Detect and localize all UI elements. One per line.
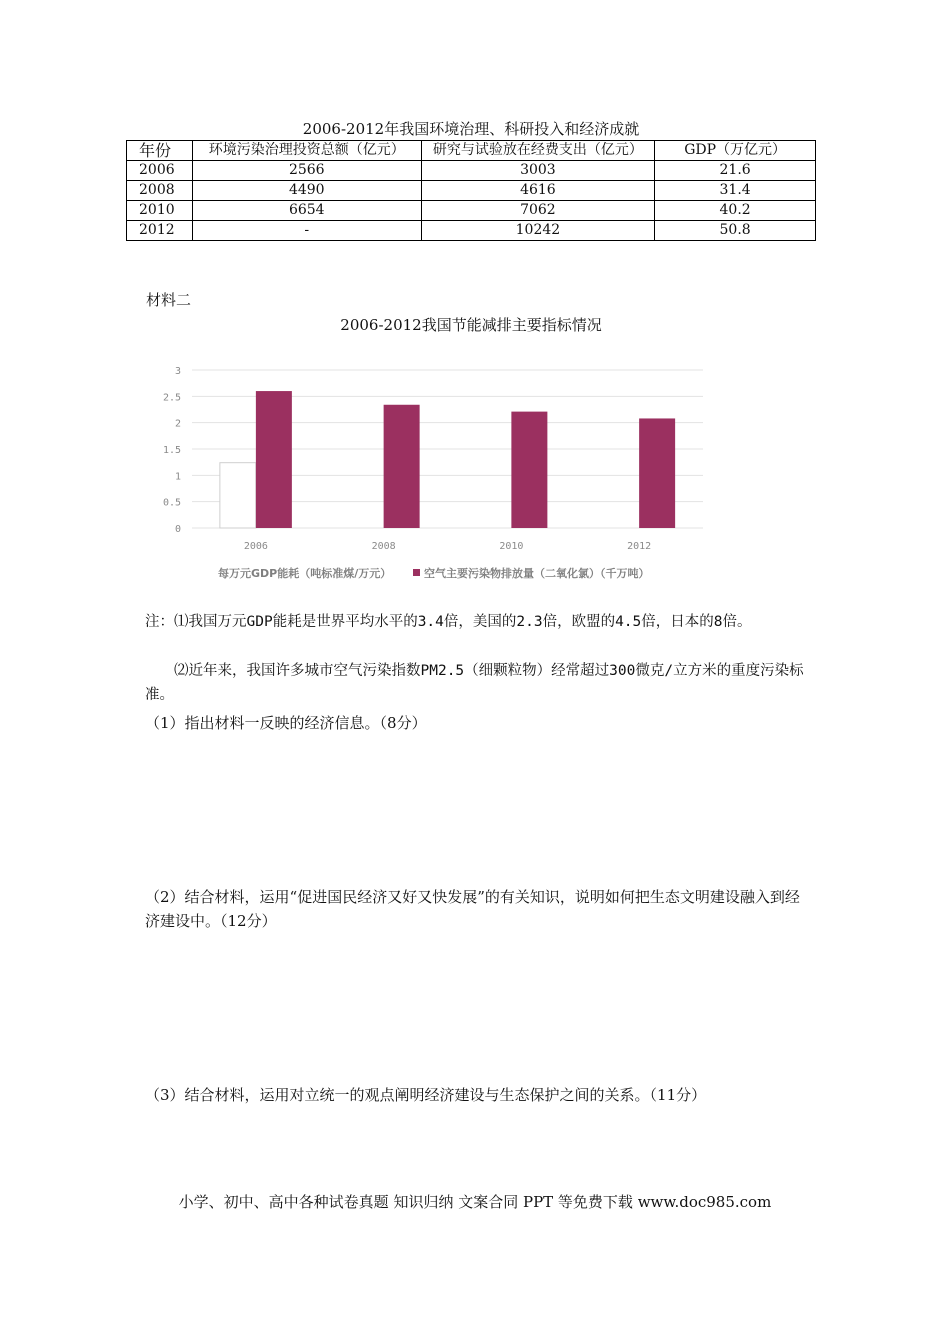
legend-label-energy: 每万元GDP能耗（吨标准煤/万元） <box>218 567 392 580</box>
y-tick-label: 2 <box>174 418 181 430</box>
bar <box>511 412 547 528</box>
table-row <box>127 181 816 201</box>
x-tick-label: 2010 <box>499 541 524 552</box>
bar <box>256 391 292 528</box>
data-table <box>126 140 816 241</box>
footer-text: 小学、初中、高中各种试卷真题 知识归纳 文案合同 PPT 等免费下载 www.doc985.com <box>178 1193 772 1211</box>
cell-year: 2012 <box>127 221 193 241</box>
header-year: 年份 <box>127 141 193 161</box>
x-tick-label: 2006 <box>243 541 268 552</box>
cell-rd: 3003 <box>421 161 655 181</box>
table-row <box>127 201 816 221</box>
cell-gdp: 50.8 <box>655 221 816 241</box>
cell-env: 6654 <box>192 201 421 221</box>
table-title: 2006-2012年我国环境治理、科研投入和经济成就 <box>302 120 640 138</box>
cell-rd: 7062 <box>421 201 655 221</box>
cell-rd: 4616 <box>421 181 655 201</box>
table-row <box>127 161 816 181</box>
legend-label-emission: 空气主要污染物排放量（二氧化氯）（千万吨） <box>424 567 650 580</box>
bar <box>639 418 675 528</box>
question-1: （1）指出材料一反映的经济信息。（8分） <box>145 714 427 732</box>
cell-year: 2010 <box>127 201 193 221</box>
legend-swatch <box>413 569 420 576</box>
bar-chart <box>160 355 720 595</box>
table-header-row <box>127 141 816 161</box>
cell-rd: 10242 <box>421 221 655 241</box>
cell-year: 2008 <box>127 181 193 201</box>
y-tick-label: 1 <box>174 471 181 483</box>
material-two-label: 材料二 <box>146 291 192 309</box>
table-row <box>127 221 816 241</box>
note-2: ⑵近年来，我国许多城市空气污染指数PM2.5（细颗粒物）经常超过300微克/立方米的重度污染标准。 <box>145 663 804 703</box>
y-tick-label: 2.5 <box>162 392 181 404</box>
question-3: （3）结合材料，运用对立统一的观点阐明经济建设与生态保护之间的关系。（11分） <box>145 1086 707 1104</box>
cell-gdp: 31.4 <box>655 181 816 201</box>
cell-env: 4490 <box>192 181 421 201</box>
cell-env: 2566 <box>192 161 421 181</box>
header-rd-spending: 研究与试验放在经费支出（亿元） <box>421 141 655 161</box>
header-env-investment: 环境污染治理投资总额（亿元） <box>192 141 421 161</box>
cell-env: - <box>192 221 421 241</box>
note-1: 注：⑴我国万元GDP能耗是世界平均水平的3.4倍，美国的2.3倍，欧盟的4.5倍，日本的8倍。 <box>145 614 752 630</box>
question-2: （2）结合材料，运用“促进国民经济又好又快发展”的有关知识，说明如何把生态文明建设融入到经济建设中。（12分） <box>145 888 800 930</box>
x-tick-label: 2012 <box>627 541 652 552</box>
y-tick-label: 3 <box>174 366 181 377</box>
chart-title: 2006-2012我国节能减排主要指标情况 <box>340 316 602 334</box>
cell-gdp: 40.2 <box>655 201 816 221</box>
x-tick-label: 2008 <box>371 541 396 552</box>
bar <box>220 463 256 528</box>
header-gdp: GDP（万亿元） <box>655 141 816 161</box>
cell-year: 2006 <box>127 161 193 181</box>
y-tick-label: 1.5 <box>162 445 181 456</box>
y-tick-label: 0 <box>174 524 181 535</box>
y-tick-label: 0.5 <box>162 497 181 509</box>
cell-gdp: 21.6 <box>655 161 816 181</box>
bar <box>384 405 420 528</box>
